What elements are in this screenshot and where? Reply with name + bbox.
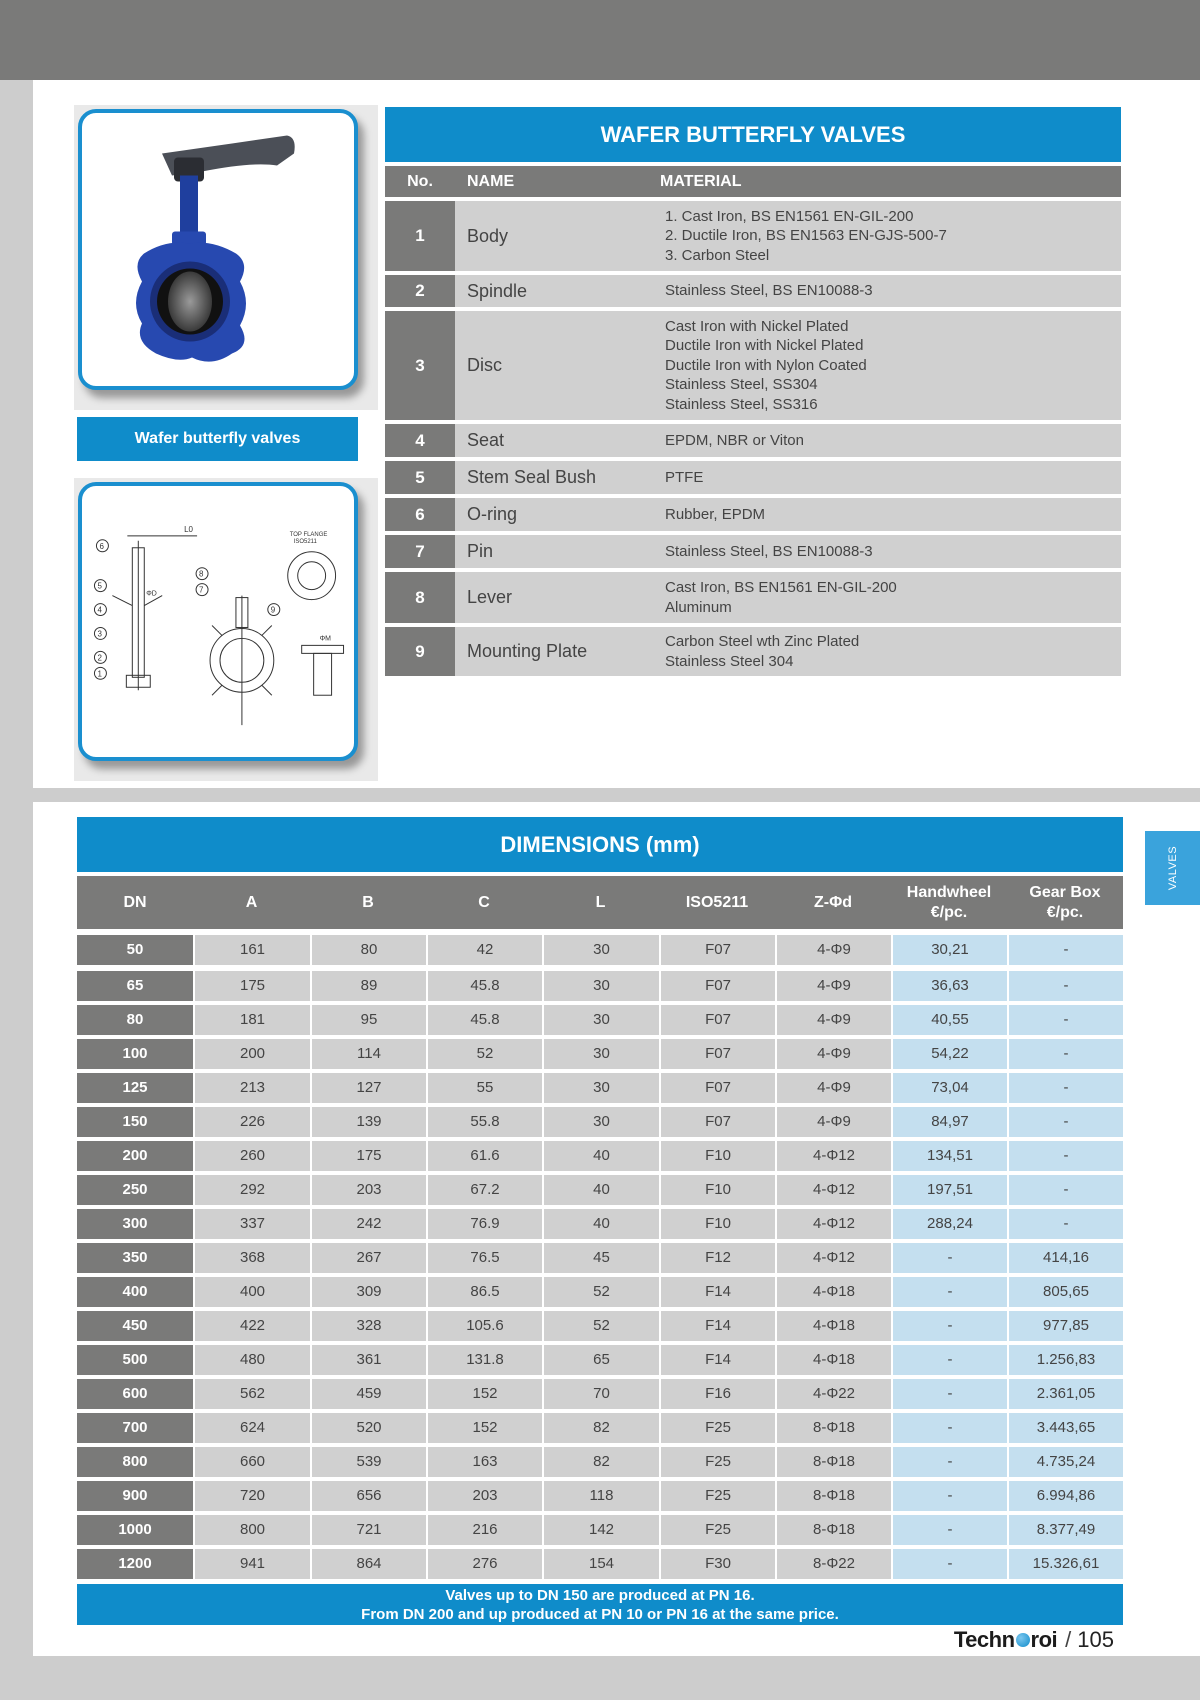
dim-cell-a: 720 [195, 1481, 310, 1511]
dim-cell-handwheel-price: - [893, 1413, 1007, 1443]
header-no: No. [407, 173, 433, 190]
dim-cell-l: 30 [544, 1005, 659, 1035]
dim-cell-c: 203 [428, 1481, 542, 1511]
dim-cell-b: 242 [312, 1209, 426, 1239]
dim-cell-gearbox-price: - [1009, 935, 1123, 965]
dim-cell-iso5211: F25 [661, 1413, 775, 1443]
dim-cell-handwheel-price: - [893, 1277, 1007, 1307]
dim-cell-iso5211: F14 [661, 1345, 775, 1375]
dim-header-z-d: Z-Φd [813, 893, 852, 911]
material-row [385, 201, 1121, 271]
dimensions-table-header [77, 876, 1123, 929]
dim-cell-handwheel-price: - [893, 1345, 1007, 1375]
dim-cell-l: 40 [544, 1141, 659, 1171]
dim-cell-handwheel-price: - [893, 1447, 1007, 1477]
material-row-material [655, 572, 1121, 623]
dimension-row [77, 1379, 1123, 1409]
dim-cell-gearbox-price: 6.994,86 [1009, 1481, 1123, 1511]
dim-cell-a: 660 [195, 1447, 310, 1477]
material-row [385, 572, 1121, 623]
dim-cell-gearbox-price: 2.361,05 [1009, 1379, 1123, 1409]
dim-cell-b: 80 [312, 935, 426, 965]
product-caption: Wafer butterfly valves [77, 417, 358, 461]
dim-cell-c: 42 [428, 935, 542, 965]
dimension-row [77, 1243, 1123, 1273]
material-row-material [655, 201, 1121, 271]
dim-cell-z-d: 8-Φ18 [777, 1481, 891, 1511]
dim-cell-a: 226 [195, 1107, 310, 1137]
material-row-no: 2 [385, 275, 455, 307]
dim-cell-l: 40 [544, 1175, 659, 1205]
dim-cell-b: 309 [312, 1277, 426, 1307]
dim-cell-z-d: 4-Φ18 [777, 1311, 891, 1341]
dimension-row [77, 935, 1123, 965]
material-row-no: 3 [385, 311, 455, 420]
material-row-material [655, 311, 1121, 420]
dim-cell-a: 181 [195, 1005, 310, 1035]
dim-cell-dn: 80 [77, 1005, 193, 1035]
dim-cell-handwheel-price: - [893, 1515, 1007, 1545]
material-row [385, 311, 1121, 420]
dim-cell-z-d: 4-Φ12 [777, 1209, 891, 1239]
dim-cell-b: 656 [312, 1481, 426, 1511]
material-line: Ductile Iron with Nylon Coated [665, 356, 867, 374]
dim-cell-handwheel-price: 84,97 [893, 1107, 1007, 1137]
dim-cell-dn: 100 [77, 1039, 193, 1069]
dim-cell-c: 45.8 [428, 1005, 542, 1035]
dim-cell-iso5211: F14 [661, 1277, 775, 1307]
dim-cell-a: 337 [195, 1209, 310, 1239]
dim-cell-c: 55 [428, 1073, 542, 1103]
dim-cell-dn: 350 [77, 1243, 193, 1273]
material-row [385, 498, 1121, 531]
dim-cell-b: 539 [312, 1447, 426, 1477]
dim-cell-a: 562 [195, 1379, 310, 1409]
dim-cell-iso5211: F25 [661, 1447, 775, 1477]
dim-cell-a: 213 [195, 1073, 310, 1103]
material-line: Stainless Steel 304 [665, 652, 794, 670]
dim-header-l: L [595, 893, 606, 911]
dimension-row [77, 1039, 1123, 1069]
dim-cell-b: 114 [312, 1039, 426, 1069]
dim-cell-iso5211: F12 [661, 1243, 775, 1273]
dim-cell-iso5211: F14 [661, 1311, 775, 1341]
drawing-card [78, 482, 358, 761]
dimension-row [77, 1141, 1123, 1171]
material-table-header [385, 166, 1121, 197]
dim-cell-gearbox-price: 977,85 [1009, 1311, 1123, 1341]
material-row-material [655, 535, 1121, 568]
dimension-row [77, 1073, 1123, 1103]
material-row-material [655, 275, 1121, 307]
dimension-row [77, 1209, 1123, 1239]
dim-cell-c: 45.8 [428, 971, 542, 1001]
material-line: PTFE [665, 468, 704, 486]
dimension-row [77, 1345, 1123, 1375]
dim-cell-c: 152 [428, 1413, 542, 1443]
dimension-row [77, 1481, 1123, 1511]
dim-cell-a: 292 [195, 1175, 310, 1205]
material-row-name: Seat [455, 424, 655, 457]
dim-cell-c: 131.8 [428, 1345, 542, 1375]
dim-cell-handwheel-price: 134,51 [893, 1141, 1007, 1171]
side-tab-valves[interactable] [1145, 831, 1200, 905]
dim-cell-b: 721 [312, 1515, 426, 1545]
dim-cell-gearbox-price: 414,16 [1009, 1243, 1123, 1273]
material-row-name: Stem Seal Bush [455, 461, 655, 494]
drawing-image-frame [74, 478, 378, 781]
material-row [385, 627, 1121, 676]
dim-cell-c: 105.6 [428, 1311, 542, 1341]
dim-cell-b: 328 [312, 1311, 426, 1341]
footnote-line-1: Valves up to DN 150 are produced at PN 16. [445, 1586, 755, 1604]
dim-cell-handwheel-price: - [893, 1243, 1007, 1273]
dimension-row [77, 1311, 1123, 1341]
dim-cell-iso5211: F10 [661, 1175, 775, 1205]
material-row-name: Body [455, 201, 655, 271]
dim-cell-z-d: 4-Φ9 [777, 1039, 891, 1069]
material-row-no: 7 [385, 535, 455, 568]
dim-cell-a: 941 [195, 1549, 310, 1579]
dim-cell-a: 624 [195, 1413, 310, 1443]
dimension-row [77, 1277, 1123, 1307]
dim-cell-gearbox-price: - [1009, 1209, 1123, 1239]
dim-cell-gearbox-price: 8.377,49 [1009, 1515, 1123, 1545]
dim-header-b: B [362, 893, 374, 911]
dimension-row [77, 1515, 1123, 1545]
brand-prefix: Techn [953, 1627, 1015, 1652]
dim-cell-a: 368 [195, 1243, 310, 1273]
dim-cell-gearbox-price: - [1009, 1107, 1123, 1137]
technical-drawing-icon [82, 486, 354, 757]
dimension-row [77, 1413, 1123, 1443]
material-row [385, 461, 1121, 494]
dim-cell-a: 800 [195, 1515, 310, 1545]
material-row-no: 9 [385, 627, 455, 676]
dim-cell-a: 200 [195, 1039, 310, 1069]
dim-cell-handwheel-price: 36,63 [893, 971, 1007, 1001]
material-line: Stainless Steel, SS316 [665, 395, 818, 413]
dim-cell-b: 361 [312, 1345, 426, 1375]
callout-2: 2 [97, 653, 102, 663]
dim-cell-iso5211: F07 [661, 1073, 775, 1103]
dim-cell-a: 422 [195, 1311, 310, 1341]
material-line: Stainless Steel, SS304 [665, 376, 818, 394]
callout-6: 6 [99, 541, 104, 551]
dim-cell-dn: 65 [77, 971, 193, 1001]
dim-cell-c: 86.5 [428, 1277, 542, 1307]
dim-cell-gearbox-price: 1.256,83 [1009, 1345, 1123, 1375]
brand-logo [954, 1627, 1057, 1653]
dim-cell-l: 52 [544, 1311, 659, 1341]
dim-cell-l: 70 [544, 1379, 659, 1409]
dimensions-footnote [77, 1584, 1123, 1625]
dim-cell-c: 216 [428, 1515, 542, 1545]
dim-cell-z-d: 8-Φ22 [777, 1549, 891, 1579]
drawing-label-top-flange: TOP FLANGE [289, 531, 328, 538]
callout-4: 4 [97, 605, 102, 615]
dimension-row [77, 1447, 1123, 1477]
dim-cell-gearbox-price: - [1009, 971, 1123, 1001]
dim-cell-gearbox-price: - [1009, 1073, 1123, 1103]
dim-cell-gearbox-price: 4.735,24 [1009, 1447, 1123, 1477]
dim-cell-dn: 450 [77, 1311, 193, 1341]
material-line: Rubber, EPDM [665, 505, 766, 523]
dim-cell-l: 30 [544, 1039, 659, 1069]
dim-header-handwheel-price: Handwheel €/pc. [906, 883, 992, 921]
dim-cell-handwheel-price: 288,24 [893, 1209, 1007, 1239]
dim-cell-handwheel-price: 40,55 [893, 1005, 1007, 1035]
dim-cell-z-d: 4-Φ18 [777, 1277, 891, 1307]
material-line: Stainless Steel, BS EN10088-3 [665, 282, 873, 300]
material-row-no: 1 [385, 201, 455, 271]
dim-header-gearbox-price: Gear Box €/pc. [1029, 883, 1101, 921]
dim-cell-gearbox-price: 805,65 [1009, 1277, 1123, 1307]
material-line: Ductile Iron with Nickel Plated [665, 337, 864, 355]
dimension-row [77, 971, 1123, 1001]
product-photo-card [78, 109, 358, 390]
dim-cell-l: 118 [544, 1481, 659, 1511]
dim-cell-c: 61.6 [428, 1141, 542, 1171]
drawing-label-iso: ISO5211 [293, 538, 317, 545]
material-row-name: Spindle [455, 275, 655, 307]
dim-cell-b: 267 [312, 1243, 426, 1273]
dim-cell-iso5211: F16 [661, 1379, 775, 1409]
dim-cell-dn: 300 [77, 1209, 193, 1239]
callout-5: 5 [97, 581, 102, 591]
dim-cell-z-d: 4-Φ9 [777, 1107, 891, 1137]
dim-cell-z-d: 4-Φ12 [777, 1175, 891, 1205]
brand-dot-icon [1016, 1633, 1030, 1647]
dim-cell-b: 127 [312, 1073, 426, 1103]
material-row [385, 424, 1121, 457]
material-line: EPDM, NBR or Viton [665, 431, 804, 449]
dim-cell-l: 52 [544, 1277, 659, 1307]
dim-cell-dn: 900 [77, 1481, 193, 1511]
material-row-material [655, 498, 1121, 531]
dim-cell-dn: 600 [77, 1379, 193, 1409]
material-row-name: O-ring [455, 498, 655, 531]
dim-cell-b: 864 [312, 1549, 426, 1579]
dim-cell-dn: 250 [77, 1175, 193, 1205]
dim-cell-c: 152 [428, 1379, 542, 1409]
dim-cell-l: 45 [544, 1243, 659, 1273]
dimensions-table-title: DIMENSIONS (mm) [77, 817, 1123, 872]
dim-cell-c: 52 [428, 1039, 542, 1069]
dim-cell-l: 82 [544, 1413, 659, 1443]
dimension-row [77, 1005, 1123, 1035]
dim-cell-z-d: 8-Φ18 [777, 1515, 891, 1545]
dim-cell-dn: 800 [77, 1447, 193, 1477]
dim-cell-iso5211: F10 [661, 1141, 775, 1171]
dim-cell-dn: 500 [77, 1345, 193, 1375]
dim-cell-a: 175 [195, 971, 310, 1001]
drawing-label-d: ΦD [146, 590, 157, 598]
butterfly-valve-icon [82, 113, 354, 386]
dim-cell-gearbox-price: 15.326,61 [1009, 1549, 1123, 1579]
dim-cell-z-d: 8-Φ18 [777, 1447, 891, 1477]
dim-cell-l: 154 [544, 1549, 659, 1579]
dim-cell-c: 55.8 [428, 1107, 542, 1137]
dim-cell-iso5211: F10 [661, 1209, 775, 1239]
dim-cell-l: 30 [544, 935, 659, 965]
callout-7: 7 [199, 585, 204, 595]
dim-cell-gearbox-price: - [1009, 1141, 1123, 1171]
material-table-title: WAFER BUTTERFLY VALVES [385, 107, 1121, 162]
dim-cell-dn: 700 [77, 1413, 193, 1443]
dim-cell-z-d: 4-Φ9 [777, 971, 891, 1001]
callout-1: 1 [97, 669, 102, 679]
dim-cell-l: 30 [544, 1107, 659, 1137]
dim-cell-dn: 1000 [77, 1515, 193, 1545]
dimension-row [77, 1107, 1123, 1137]
dim-cell-handwheel-price: - [893, 1311, 1007, 1341]
material-row [385, 535, 1121, 568]
dim-cell-dn: 400 [77, 1277, 193, 1307]
dim-cell-iso5211: F30 [661, 1549, 775, 1579]
dim-header-c: C [478, 893, 490, 911]
dim-cell-iso5211: F25 [661, 1515, 775, 1545]
material-line: Carbon Steel wth Zinc Plated [665, 633, 860, 650]
dim-cell-c: 76.5 [428, 1243, 542, 1273]
footnote-line-2: From DN 200 and up produced at PN 10 or PN 16 at the same price. [361, 1605, 839, 1623]
dim-cell-b: 139 [312, 1107, 426, 1137]
material-row-no: 6 [385, 498, 455, 531]
dim-cell-gearbox-price: - [1009, 1039, 1123, 1069]
material-row-name: Mounting Plate [455, 627, 655, 676]
material-row-no: 5 [385, 461, 455, 494]
dim-cell-a: 260 [195, 1141, 310, 1171]
dim-cell-gearbox-price: - [1009, 1175, 1123, 1205]
dim-cell-a: 161 [195, 935, 310, 965]
callout-3: 3 [97, 629, 102, 639]
material-line: Aluminum [665, 598, 732, 616]
callout-9: 9 [270, 605, 276, 615]
dim-cell-l: 65 [544, 1345, 659, 1375]
dim-cell-b: 520 [312, 1413, 426, 1443]
dim-cell-handwheel-price: 54,22 [893, 1039, 1007, 1069]
material-line: Cast Iron, BS EN1561 EN-GIL-200 [665, 579, 897, 596]
material-line: Stainless Steel, BS EN10088-3 [665, 542, 873, 560]
dim-cell-handwheel-price: - [893, 1549, 1007, 1579]
dim-cell-c: 67.2 [428, 1175, 542, 1205]
dim-cell-z-d: 8-Φ18 [777, 1413, 891, 1443]
material-row-name: Pin [455, 535, 655, 568]
dim-cell-l: 30 [544, 1073, 659, 1103]
dim-cell-gearbox-price: 3.443,65 [1009, 1413, 1123, 1443]
dim-cell-z-d: 4-Φ9 [777, 1005, 891, 1035]
dim-cell-dn: 125 [77, 1073, 193, 1103]
material-line: 1. Cast Iron, BS EN1561 EN-GIL-200 [665, 207, 914, 225]
footer-separator: / [1065, 1627, 1072, 1652]
page-number: 105 [1077, 1627, 1114, 1652]
material-row-no: 4 [385, 424, 455, 457]
side-tab-label: VALVES [1166, 845, 1179, 891]
material-line: 3. Carbon Steel [665, 246, 770, 264]
dim-cell-c: 76.9 [428, 1209, 542, 1239]
dim-cell-z-d: 4-Φ18 [777, 1345, 891, 1375]
dim-cell-iso5211: F07 [661, 1039, 775, 1069]
dimension-row [77, 1549, 1123, 1579]
dim-cell-iso5211: F25 [661, 1481, 775, 1511]
dim-cell-z-d: 4-Φ22 [777, 1379, 891, 1409]
dim-cell-b: 95 [312, 1005, 426, 1035]
dim-cell-l: 40 [544, 1209, 659, 1239]
top-band [0, 0, 1200, 80]
drawing-label-l0: L0 [184, 524, 193, 534]
dim-cell-dn: 150 [77, 1107, 193, 1137]
dim-cell-b: 459 [312, 1379, 426, 1409]
dim-header-a: A [245, 893, 258, 911]
material-row-material [655, 627, 1121, 676]
dim-cell-handwheel-price: 197,51 [893, 1175, 1007, 1205]
dimension-row [77, 1175, 1123, 1205]
material-row-name: Lever [455, 572, 655, 623]
dim-cell-z-d: 4-Φ12 [777, 1141, 891, 1171]
dim-cell-dn: 200 [77, 1141, 193, 1171]
dim-cell-l: 142 [544, 1515, 659, 1545]
dim-cell-b: 89 [312, 971, 426, 1001]
material-row [385, 275, 1121, 307]
dim-cell-z-d: 4-Φ9 [777, 935, 891, 965]
page-footer [954, 1625, 1114, 1655]
dim-cell-iso5211: F07 [661, 971, 775, 1001]
dim-cell-handwheel-price: - [893, 1481, 1007, 1511]
dim-cell-c: 163 [428, 1447, 542, 1477]
material-row-name: Disc [455, 311, 655, 420]
material-line: Cast Iron with Nickel Plated [665, 317, 849, 335]
dim-cell-iso5211: F07 [661, 1107, 775, 1137]
dim-cell-l: 30 [544, 971, 659, 1001]
material-row-material [655, 461, 1121, 494]
header-material: MATERIAL [660, 173, 742, 190]
material-line: 2. Ductile Iron, BS EN1563 EN-GJS-500-7 [665, 227, 947, 245]
dim-cell-c: 276 [428, 1549, 542, 1579]
callout-8: 8 [199, 569, 204, 579]
product-image-frame [74, 105, 378, 410]
dim-cell-a: 400 [195, 1277, 310, 1307]
dim-cell-l: 82 [544, 1447, 659, 1477]
dim-cell-handwheel-price: 30,21 [893, 935, 1007, 965]
drawing-label-m: ΦM [319, 635, 331, 643]
dim-cell-z-d: 4-Φ9 [777, 1073, 891, 1103]
dim-cell-gearbox-price: - [1009, 1005, 1123, 1035]
dim-cell-z-d: 4-Φ12 [777, 1243, 891, 1273]
dim-cell-dn: 50 [77, 935, 193, 965]
dim-cell-b: 175 [312, 1141, 426, 1171]
dim-header-dn: DN [123, 893, 147, 911]
material-row-material [655, 424, 1121, 457]
dim-cell-b: 203 [312, 1175, 426, 1205]
header-name: NAME [467, 173, 515, 190]
dim-cell-a: 480 [195, 1345, 310, 1375]
material-row-no: 8 [385, 572, 455, 623]
dim-header-iso5211: ISO5211 [685, 893, 749, 911]
dim-cell-iso5211: F07 [661, 1005, 775, 1035]
dim-cell-dn: 1200 [77, 1549, 193, 1579]
dim-cell-handwheel-price: 73,04 [893, 1073, 1007, 1103]
brand-suffix: roi [1030, 1627, 1058, 1652]
dim-cell-handwheel-price: - [893, 1379, 1007, 1409]
dim-cell-iso5211: F07 [661, 935, 775, 965]
